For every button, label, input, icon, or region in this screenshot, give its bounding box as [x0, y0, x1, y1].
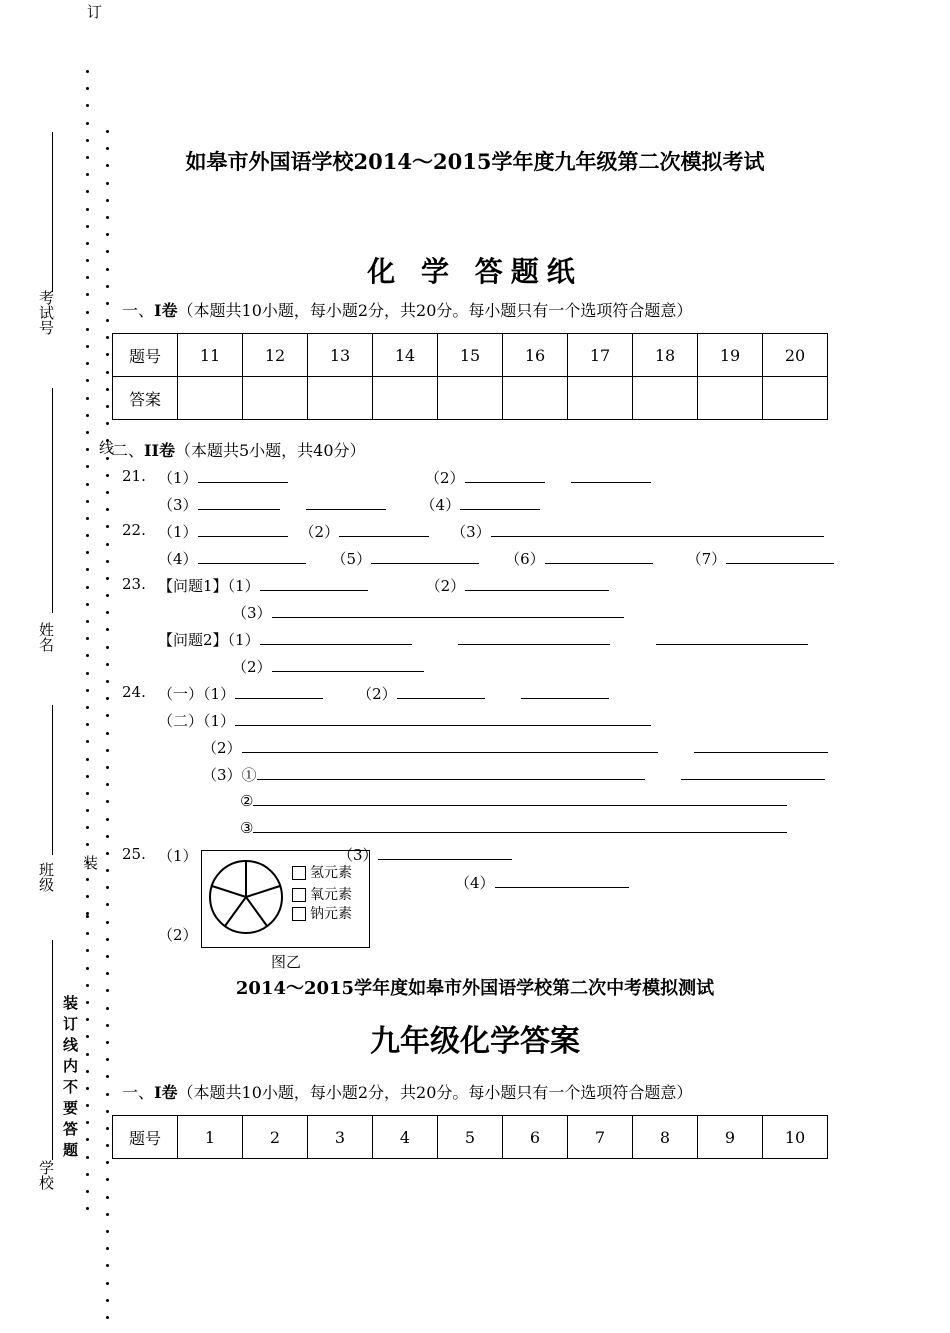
q21-p3: （3） [158, 496, 198, 514]
grid-number: 13 [308, 334, 373, 377]
q23-p1b: （1） [227, 631, 260, 649]
xian-mark: 线 [99, 439, 115, 457]
binding-dots-top [86, 70, 90, 929]
q23-line3 [158, 629, 808, 650]
answer-title: 2014～2015学年度如皋市外国语学校第二次中考模拟测试 [235, 978, 715, 999]
blank[interactable] [397, 684, 485, 699]
number-row [113, 334, 828, 377]
q22-p2: （2） [299, 523, 340, 541]
blank[interactable] [260, 630, 412, 645]
section2-label: II卷 [144, 441, 175, 460]
blank[interactable] [198, 495, 280, 510]
name-label: 姓名 [37, 622, 55, 652]
section1-heading [122, 298, 692, 321]
section1-label: Ⅰ卷 [154, 301, 178, 320]
q25-p3: （3） [338, 846, 378, 864]
answer-grid [112, 333, 828, 420]
grid-number: 14 [373, 334, 438, 377]
grid-number: 6 [503, 1116, 568, 1159]
blank[interactable] [726, 549, 834, 564]
legend-label: 氢元素 [310, 865, 352, 881]
row1-label: 题号 [113, 334, 178, 377]
grid-number: 9 [698, 1116, 763, 1159]
blank[interactable] [378, 845, 512, 860]
q24-p3: （3） [202, 766, 242, 784]
answer-section1-heading [122, 1080, 692, 1103]
answer-section1-prefix: 一、 [122, 1083, 155, 1102]
q23-p1: （1） [227, 577, 260, 595]
answer-row1-label: 题号 [113, 1116, 178, 1159]
blank[interactable] [371, 549, 479, 564]
q21-p2: （2） [425, 469, 465, 487]
section1-prefix: 一、 [122, 301, 155, 320]
q21-line1 [158, 467, 288, 488]
q24-p1b: （1） [203, 712, 236, 730]
blank[interactable] [198, 549, 306, 564]
school-label: 学校 [37, 1160, 55, 1190]
q24-line2 [158, 710, 651, 731]
legend-item [292, 903, 352, 923]
answer-cell[interactable] [243, 377, 308, 420]
answer-cell[interactable] [178, 377, 243, 420]
q24-part2: （二） [158, 712, 204, 730]
blank[interactable] [235, 684, 323, 699]
blank[interactable] [257, 765, 645, 780]
blank[interactable] [460, 495, 540, 510]
answer-section1-desc: （本题共10小题，每小题2分，共20分。每小题只有一个选项符合题意） [177, 1083, 693, 1102]
blank[interactable] [253, 791, 787, 806]
pie-chart [208, 857, 288, 937]
page-title: 如皋市外国语学校2014～2015学年度九年级第二次模拟考试 [185, 149, 765, 174]
class-line [52, 705, 53, 855]
grid-number: 5 [438, 1116, 503, 1159]
figure-box [201, 850, 370, 948]
legend-label: 钠元素 [310, 906, 352, 922]
blank[interactable] [242, 738, 658, 753]
blank[interactable] [235, 711, 651, 726]
q22-p7: （7） [686, 550, 727, 568]
grid-number: 11 [178, 334, 243, 377]
q25-p1: （1） [158, 847, 198, 865]
legend-checkbox[interactable] [292, 888, 306, 902]
legend-label: 氧元素 [310, 887, 352, 903]
class-label: 班级 [37, 862, 55, 892]
section2-desc: （本题共5小题，共40分） [175, 441, 366, 460]
q21-p1: （1） [158, 469, 198, 487]
legend-checkbox[interactable] [292, 866, 306, 880]
answer-cell[interactable] [503, 377, 568, 420]
blank[interactable] [681, 765, 825, 780]
q24-p2: （2） [357, 685, 397, 703]
q24-line1 [158, 683, 609, 704]
q24-line3 [202, 737, 828, 758]
grid-number: 3 [308, 1116, 373, 1159]
grid-number: 12 [243, 334, 308, 377]
q24-part1: （一） [158, 685, 204, 703]
q25-line4 [455, 872, 629, 893]
grid-number: 17 [568, 334, 633, 377]
blank[interactable] [306, 495, 386, 510]
q22-p4: （4） [158, 550, 198, 568]
grid-number: 7 [568, 1116, 633, 1159]
q23-number: 23. [122, 575, 146, 593]
figure-caption: 图乙 [271, 953, 302, 971]
blank[interactable] [198, 468, 288, 483]
q25-number: 25. [122, 845, 146, 863]
q23-line4 [232, 656, 424, 677]
grid-number: 15 [438, 334, 503, 377]
page-subtitle: 化 学 答题纸 [367, 255, 583, 288]
blank[interactable] [458, 630, 610, 645]
q24-line6 [240, 818, 787, 837]
answer-key-grid [112, 1115, 828, 1159]
q24-p1: （1） [203, 685, 236, 703]
grid-number: 4 [373, 1116, 438, 1159]
q24-c2: ② [240, 792, 254, 810]
q23-p2b: （2） [232, 658, 272, 676]
q24-c3: ③ [240, 819, 254, 837]
q23-problem2: 【问题2】 [158, 631, 228, 649]
legend-item [292, 862, 352, 882]
blank[interactable] [491, 522, 824, 537]
section2-prefix: 二、 [112, 441, 145, 460]
legend-item [292, 884, 352, 904]
q22-line1 [158, 521, 824, 542]
blank[interactable] [272, 603, 624, 618]
answer-subtitle: 九年级化学答案 [370, 1024, 580, 1059]
grid-number: 18 [633, 334, 698, 377]
q24-line5 [240, 791, 787, 810]
grid-number: 20 [763, 334, 828, 377]
blank[interactable] [272, 657, 424, 672]
legend-checkbox[interactable] [292, 907, 306, 921]
row2-label: 答案 [113, 377, 178, 420]
q21-line1b [425, 467, 651, 488]
blank[interactable] [465, 468, 545, 483]
blank[interactable] [465, 576, 609, 591]
grid-number: 16 [503, 334, 568, 377]
section1-desc: （本题共10小题，每小题2分，共20分。每小题只有一个选项符合题意） [177, 301, 693, 320]
grid-number: 8 [633, 1116, 698, 1159]
answer-cell[interactable] [438, 377, 503, 420]
top-mark: 订 [85, 4, 103, 19]
name-line [52, 388, 53, 613]
q22-p6: （6） [505, 550, 545, 568]
answer-row [113, 377, 828, 420]
answer-cell[interactable] [763, 377, 828, 420]
grid-number: 10 [763, 1116, 828, 1159]
answer-cell[interactable] [568, 377, 633, 420]
binding-dots-bottom [86, 915, 90, 1224]
q24-c1: ① [241, 766, 257, 784]
q23-p2: （2） [425, 577, 466, 595]
answer-cell[interactable] [308, 377, 373, 420]
blank[interactable] [198, 522, 288, 537]
grid-number: 2 [243, 1116, 308, 1159]
answer-cell[interactable] [373, 377, 438, 420]
q24-p2b: （2） [202, 739, 242, 757]
q21-line2 [158, 494, 540, 515]
q21-p4: （4） [420, 496, 461, 514]
zhuang-mark: 装 [81, 855, 99, 870]
answer-section1-label: Ⅰ卷 [154, 1083, 178, 1102]
binding-warning: 装订线内不要答题 [61, 995, 79, 1163]
q23-problem1: 【问题1】 [158, 577, 228, 595]
q23-line1 [158, 575, 609, 596]
answer-cell[interactable] [633, 377, 698, 420]
blank[interactable] [694, 738, 828, 753]
q21-number: 21. [122, 467, 146, 485]
q23-p3: （3） [232, 604, 272, 622]
blank[interactable] [545, 549, 653, 564]
grid-number: 19 [698, 334, 763, 377]
q24-line4 [202, 764, 825, 785]
q23-line2 [232, 602, 624, 623]
q22-line2 [158, 548, 834, 569]
blank[interactable] [339, 522, 429, 537]
blank[interactable] [495, 873, 629, 888]
section2-heading [112, 438, 366, 461]
answer-cell[interactable] [698, 377, 763, 420]
blank[interactable] [521, 684, 609, 699]
q22-p3: （3） [451, 523, 491, 541]
q22-p1: （1） [158, 523, 198, 541]
q22-number: 22. [122, 521, 146, 539]
answer-key-number-row [113, 1116, 828, 1159]
q25-p4: （4） [455, 874, 495, 892]
binding-dots-right [106, 130, 110, 1333]
blank[interactable] [260, 576, 368, 591]
blank[interactable] [656, 630, 808, 645]
q24-number: 24. [122, 683, 146, 701]
exam-no-label: 考试号 [37, 290, 55, 335]
grid-number: 1 [178, 1116, 243, 1159]
blank[interactable] [253, 818, 787, 833]
q22-p5: （5） [331, 550, 372, 568]
q25-p2: （2） [158, 926, 198, 944]
blank[interactable] [571, 468, 651, 483]
